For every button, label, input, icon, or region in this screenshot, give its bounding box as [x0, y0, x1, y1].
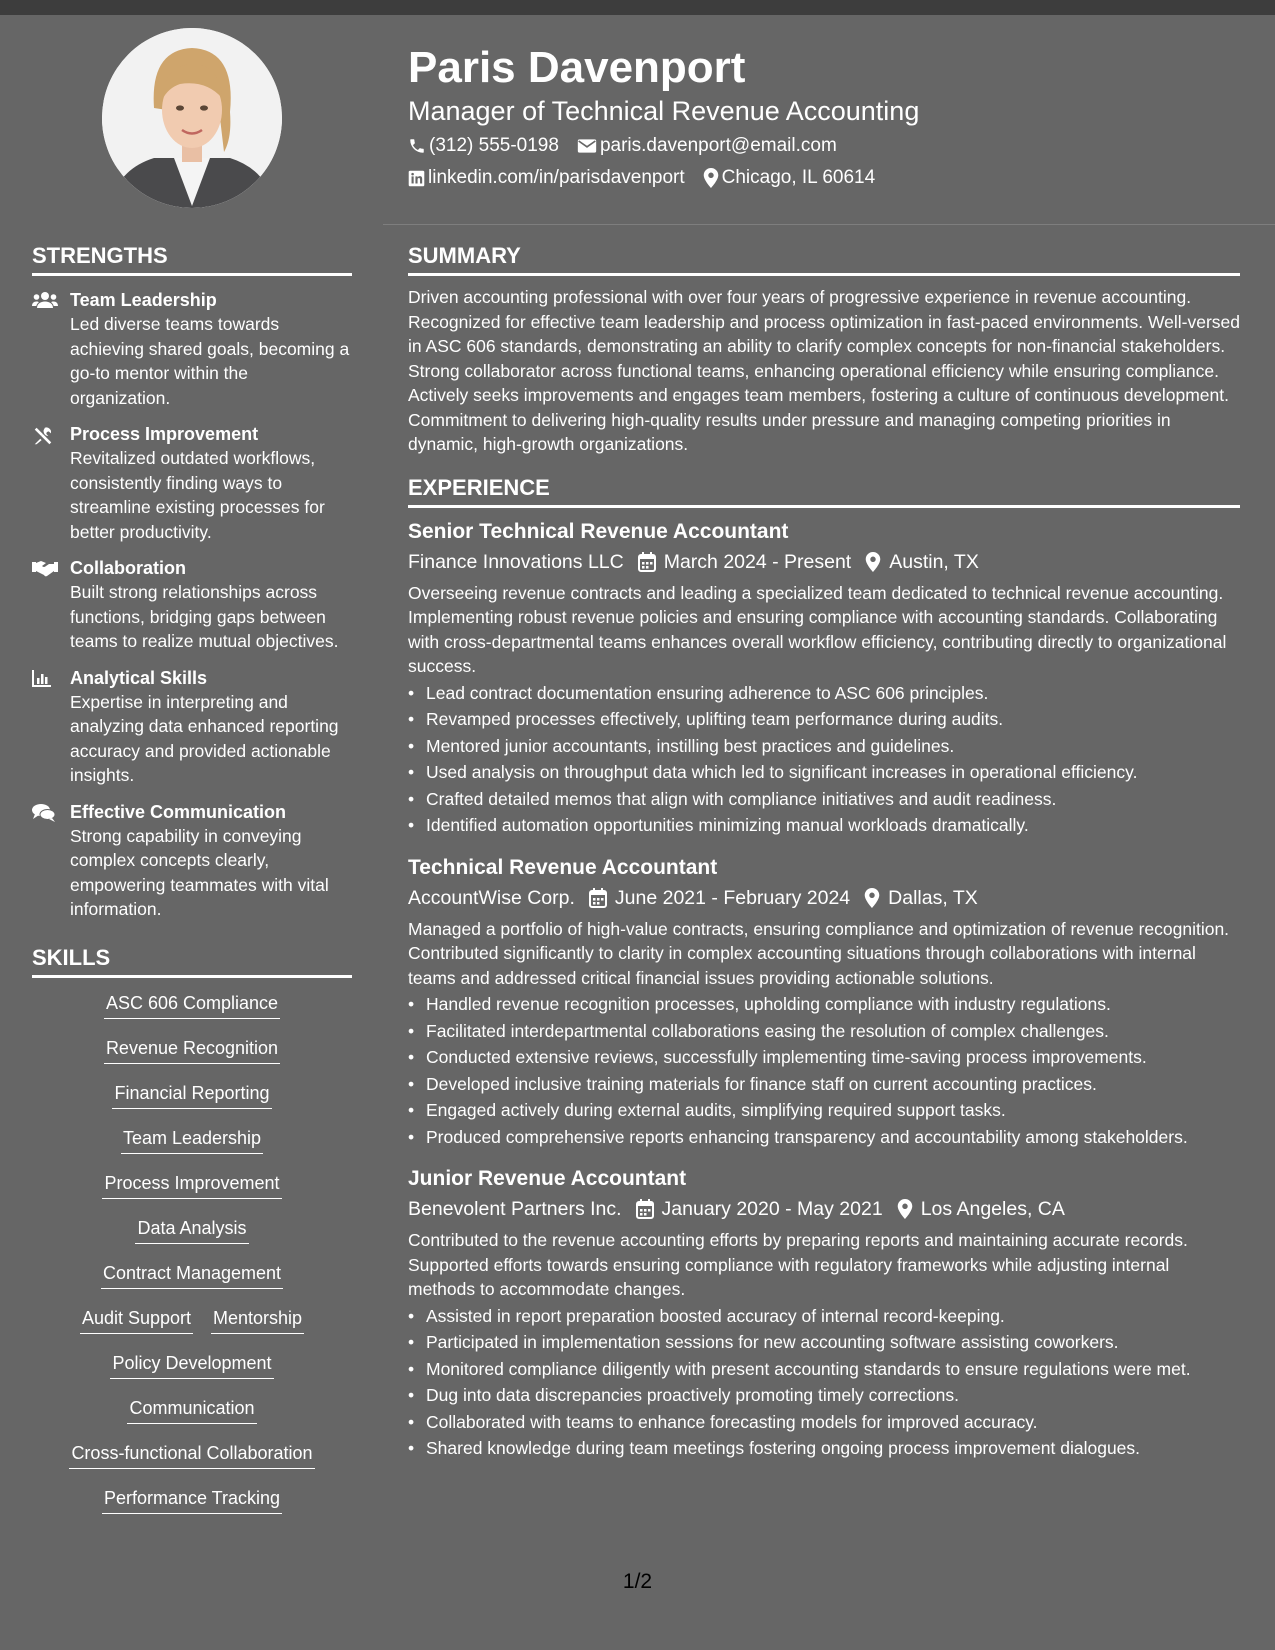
- job-bullet: • Revamped processes effectively, uplifting team performance during audits.: [426, 707, 1240, 732]
- strength-description: Expertise in interpreting and analyzing data enhanced reporting accuracy and provided actionable insights.: [70, 691, 339, 785]
- job-entry: [408, 1165, 1240, 1461]
- skill-tag: Audit Support: [80, 1305, 193, 1334]
- job-description: Contributed to the revenue accounting efforts by preparing reports and maintaining accurate records. Supported efforts towards ensuring compliance with regulatory frameworks while adjusting internal methods to accommodate changes.: [408, 1230, 1188, 1299]
- job-title: Technical Revenue Accountant: [408, 855, 718, 879]
- email-text: paris.davenport@email.com: [599, 135, 837, 156]
- linkedin-icon: [408, 170, 425, 187]
- chart-icon: [32, 669, 52, 687]
- summary-heading: SUMMARY: [408, 242, 1240, 276]
- map-marker-icon: [897, 1199, 913, 1219]
- skill-tag: Communication: [127, 1395, 256, 1424]
- candidate-name: Paris Davenport: [408, 43, 746, 92]
- experience-heading: EXPERIENCE: [408, 474, 1240, 508]
- job-bullet: • Facilitated interdepartmental collaborations easing the resolution of complex challenges.: [426, 1019, 1240, 1044]
- job-bullets: [408, 1304, 1240, 1461]
- job-company: Finance Innovations LLC: [408, 550, 624, 573]
- job-bullet: • Engaged actively during external audits, simplifying required support tasks.: [426, 1098, 1240, 1123]
- candidate-title: Manager of Technical Revenue Accounting: [408, 96, 920, 126]
- job-bullet: • Mentored junior accountants, instilling best practices and guidelines.: [426, 734, 1240, 759]
- strength-description: Strong capability in conveying complex concepts clearly, empowering teammates with vital information.: [70, 825, 329, 919]
- skills-heading: SKILLS: [32, 944, 352, 978]
- job-bullet: • Identified automation opportunities minimizing manual workloads dramatically.: [426, 813, 1240, 838]
- job-description: Overseeing revenue contracts and leading a specialized team dedicated to technical revenue accounting. Implementing robust revenue policies and ensuring compliance with accounting standards. Collaborating with cross-departmental teams enhances overall workflow efficiency, contributing directly to organizational success.: [408, 582, 1227, 676]
- skill-tag: Team Leadership: [121, 1125, 263, 1154]
- left-column: [32, 242, 352, 1530]
- job-dates: January 2020 - May 2021: [661, 1198, 883, 1220]
- job-bullets: [408, 681, 1240, 838]
- skill-tag: Financial Reporting: [112, 1080, 271, 1109]
- job-bullet: • Participated in implementation sessions for new accounting software assisting coworkers.: [426, 1330, 1240, 1355]
- page-number: 1/2: [622, 1570, 653, 1593]
- strength-item: [32, 422, 352, 544]
- envelope-icon: [577, 137, 597, 155]
- job-location: Austin, TX: [889, 550, 979, 573]
- job-description: Managed a portfolio of high-value contracts, ensuring compliance and optimization of revenue recognition. Contributed significantly to clarity in complex accounting situations through collaborations with internal teams and addressed critical financial issues providing actionable solutions.: [408, 918, 1230, 988]
- job-bullet: • Assisted in report preparation boosted accuracy of internal record-keeping.: [426, 1304, 1240, 1329]
- job-bullet: • Used analysis on throughput data which led to significant increases in operational efficiency.: [426, 760, 1240, 785]
- job-bullet: • Shared knowledge during team meetings fostering ongoing process improvement dialogues.: [426, 1436, 1240, 1461]
- linkedin-contact[interactable]: [408, 166, 685, 190]
- calendar-icon: [589, 888, 607, 908]
- job-dates: March 2024 - Present: [663, 550, 852, 573]
- calendar-icon: [636, 1199, 654, 1219]
- skill-tag: Policy Development: [110, 1350, 273, 1379]
- strength-item: [32, 666, 352, 788]
- strengths-heading: STRENGTHS: [32, 242, 352, 276]
- tools-icon: [32, 425, 54, 447]
- skill-tag: Revenue Recognition: [104, 1035, 280, 1064]
- users-icon: [32, 291, 58, 309]
- map-marker-icon: [865, 552, 881, 572]
- strength-description: Revitalized outdated workflows, consistently finding ways to streamline existing processes for better productivity.: [70, 448, 325, 542]
- job-dates: June 2021 - February 2024: [614, 886, 851, 909]
- map-marker-icon: [864, 888, 880, 908]
- skill-tag: ASC 606 Compliance: [104, 990, 280, 1019]
- skill-tag: Mentorship: [211, 1305, 304, 1334]
- job-entry: [408, 518, 1240, 838]
- skill-tag: Data Analysis: [135, 1215, 248, 1244]
- linkedin-text: linkedin.com/in/parisdavenport: [428, 167, 685, 188]
- map-marker-icon: [703, 168, 719, 188]
- skills-list: [32, 990, 352, 1530]
- strength-title: Analytical Skills: [70, 667, 208, 688]
- job-bullet: • Conducted extensive reviews, successfully implementing time-saving process improvements.: [426, 1045, 1240, 1070]
- strength-title: Team Leadership: [70, 290, 217, 310]
- phone-icon: [408, 137, 426, 155]
- strength-title: Process Improvement: [70, 424, 259, 444]
- job-location: Dallas, TX: [888, 886, 978, 909]
- strength-item: [32, 800, 352, 922]
- skill-tag: Process Improvement: [102, 1170, 281, 1199]
- job-bullet: • Dug into data discrepancies proactively promoting timely corrections.: [426, 1383, 1240, 1408]
- strength-description: Led diverse teams towards achieving shared goals, becoming a go-to mentor within the organization.: [70, 314, 350, 408]
- email-contact[interactable]: [577, 134, 837, 158]
- skill-tag: Contract Management: [101, 1260, 283, 1289]
- strength-title: Collaboration: [70, 558, 186, 578]
- job-company: Benevolent Partners Inc.: [408, 1198, 622, 1220]
- profile-photo: [102, 28, 282, 208]
- job-bullet: • Handled revenue recognition processes, upholding compliance with industry regulations.: [426, 992, 1240, 1017]
- strength-description: Built strong relationships across functions, bridging gaps between teams to realize mutual objectives.: [70, 582, 339, 651]
- location-contact: [703, 166, 876, 190]
- right-column: [408, 242, 1240, 1461]
- job-title: Junior Revenue Accountant: [408, 1167, 687, 1190]
- job-bullet: • Developed inclusive training materials for finance staff on current accounting practices.: [426, 1072, 1240, 1097]
- job-bullet: • Crafted detailed memos that align with compliance initiatives and audit readiness.: [426, 787, 1240, 812]
- job-bullet: • Monitored compliance diligently with present accounting standards to ensure regulations were met.: [426, 1357, 1240, 1382]
- job-bullets: [408, 992, 1240, 1149]
- job-bullet: • Collaborated with teams to enhance forecasting models for improved accuracy.: [426, 1410, 1240, 1435]
- top-bar: [0, 0, 1275, 15]
- comments-icon: [32, 803, 56, 823]
- phone-text: (312) 555-0198: [429, 135, 559, 156]
- skill-tag: Cross-functional Collaboration: [69, 1440, 314, 1469]
- calendar-icon: [638, 552, 656, 572]
- location-text: Chicago, IL 60614: [721, 167, 876, 188]
- summary-text: Driven accounting professional with over four years of progressive experience in revenue accounting. Recognized for effective team leadership and process optimization in fast-paced environments. Well-versed in ASC 606 standards, demonstrating an ability to clarify complex concepts for non-financial stakeholders. Strong collaborator across functional teams, enhancing operational efficiency while ensuring compliance. Actively seeks improvements and engages team members, fostering a culture of continuous development. Commitment to delivering high-quality results under pressure and managing competing priorities in dynamic, high-growth organizations.: [408, 287, 1241, 454]
- strength-title: Effective Communication: [70, 801, 287, 822]
- job-bullet: • Lead contract documentation ensuring adherence to ASC 606 principles.: [426, 681, 1240, 706]
- job-entry: [408, 854, 1240, 1150]
- strength-item: [32, 288, 352, 410]
- header-divider: [383, 224, 1275, 225]
- strength-item: [32, 556, 352, 654]
- job-company: AccountWise Corp.: [408, 886, 575, 909]
- job-bullet: • Produced comprehensive reports enhancing transparency and accountability among stakeholders.: [426, 1125, 1240, 1150]
- skill-tag: Performance Tracking: [102, 1485, 282, 1514]
- handshake-icon: [32, 559, 58, 577]
- job-title: Senior Technical Revenue Accountant: [408, 519, 789, 543]
- job-location: Los Angeles, CA: [920, 1198, 1065, 1220]
- phone-contact[interactable]: [408, 134, 559, 158]
